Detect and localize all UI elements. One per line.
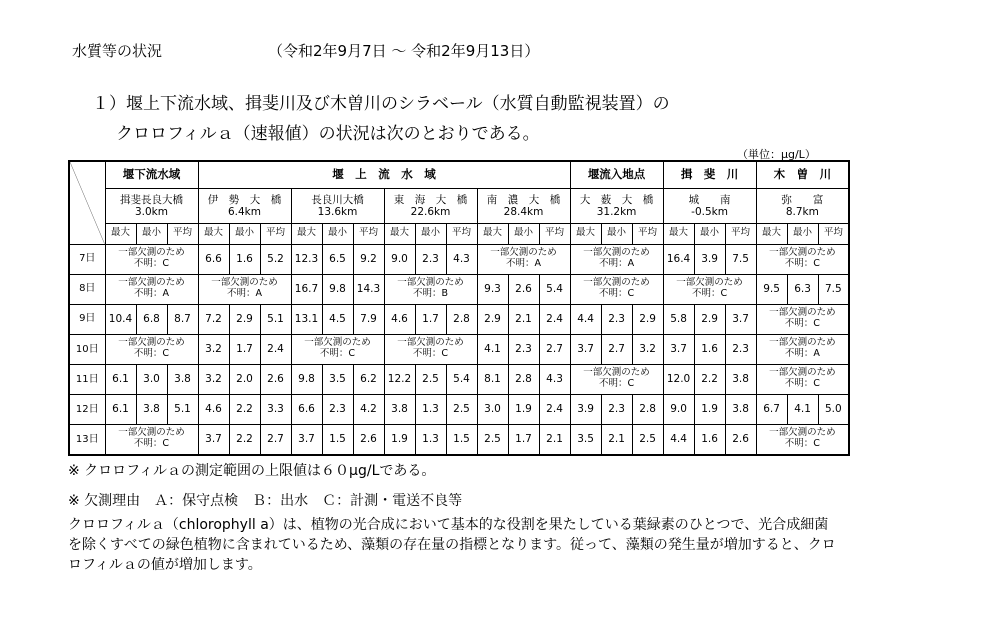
value-cell: 2.6	[725, 424, 756, 455]
value-cell: 2.6	[353, 424, 384, 455]
station-distance: 13.6km	[317, 206, 358, 219]
value-cell: 3.7	[291, 424, 322, 455]
station-distance: -0.5km	[691, 206, 728, 219]
value-cell: 1.7	[508, 424, 539, 455]
missing-reason-line: 一部欠測のため	[490, 247, 557, 259]
missing-data-cell	[291, 334, 384, 364]
missing-code: 不明：C	[784, 258, 820, 270]
station-header	[198, 188, 291, 223]
metric-header: 平均	[725, 224, 756, 244]
intro-line-1: １）堰上下流水域、揖斐川及び木曽川のシラベール（水質自動監視装置）の	[92, 94, 670, 114]
station-name: 長良川大橋	[311, 194, 364, 206]
chlorophyll-table	[68, 160, 850, 456]
missing-data-cell	[663, 274, 756, 304]
value-cell: 16.4	[663, 244, 694, 274]
missing-data-cell	[756, 364, 849, 394]
station-header	[384, 188, 477, 223]
value-cell: 6.1	[105, 394, 136, 424]
value-cell: 13.1	[291, 304, 322, 334]
value-cell: 2.2	[229, 424, 260, 455]
group-header: 堰 上 流 水 域	[198, 161, 570, 188]
metric-header: 平均	[818, 224, 849, 244]
value-cell: 4.1	[477, 334, 508, 364]
value-cell: 2.1	[539, 424, 570, 455]
table-row	[69, 424, 849, 455]
value-cell: 3.5	[570, 424, 601, 455]
value-cell: 5.8	[663, 304, 694, 334]
value-cell: 2.4	[539, 394, 570, 424]
value-cell: 1.6	[694, 334, 725, 364]
missing-code: 不明：A	[227, 288, 262, 300]
value-cell: 3.9	[694, 244, 725, 274]
value-cell: 3.8	[384, 394, 415, 424]
value-cell: 3.8	[725, 394, 756, 424]
value-cell: 2.2	[229, 394, 260, 424]
station-distance: 28.4km	[503, 206, 544, 219]
missing-code: 不明：A	[784, 348, 820, 360]
value-cell: 6.5	[322, 244, 353, 274]
metric-header: 最小	[322, 224, 353, 244]
value-cell: 4.1	[787, 394, 818, 424]
missing-reason-line: 一部欠測のため	[118, 277, 185, 289]
value-cell: 9.2	[353, 244, 384, 274]
table-row	[69, 244, 849, 274]
value-cell: 3.8	[167, 364, 198, 394]
value-cell: 2.4	[260, 334, 291, 364]
value-cell: 1.5	[446, 424, 477, 455]
missing-data-cell	[105, 244, 198, 274]
value-cell: 5.0	[818, 394, 849, 424]
group-header: 揖 斐 川	[663, 161, 756, 188]
metric-header: 最小	[694, 224, 725, 244]
metric-header: 最小	[229, 224, 260, 244]
group-header: 堰下流水域	[105, 161, 198, 188]
value-cell: 1.6	[229, 244, 260, 274]
missing-code: 不明：C	[784, 438, 820, 450]
metric-header: 平均	[632, 224, 663, 244]
value-cell: 3.8	[136, 394, 167, 424]
value-cell: 1.9	[694, 394, 725, 424]
value-cell: 2.7	[260, 424, 291, 455]
missing-reason-line: 一部欠測のため	[304, 337, 371, 349]
station-name: 伊 勢 大 橋	[207, 194, 282, 206]
day-label: 7日	[69, 244, 105, 274]
metric-header: 平均	[539, 224, 570, 244]
value-cell: 2.1	[508, 304, 539, 334]
value-cell: 3.7	[570, 334, 601, 364]
group-header: 堰流入地点	[570, 161, 663, 188]
missing-code: 不明：C	[598, 288, 635, 300]
metric-header: 最大	[663, 224, 694, 244]
station-distance: 8.7km	[785, 206, 819, 219]
value-cell: 2.3	[725, 334, 756, 364]
value-cell: 7.5	[818, 274, 849, 304]
value-cell: 16.7	[291, 274, 322, 304]
missing-data-cell	[105, 424, 198, 455]
value-cell: 1.7	[229, 334, 260, 364]
value-cell: 7.5	[725, 244, 756, 274]
value-cell: 9.5	[756, 274, 787, 304]
value-cell: 9.0	[663, 394, 694, 424]
missing-data-cell	[384, 334, 477, 364]
table-row	[69, 394, 849, 424]
missing-reason-line: 一部欠測のため	[583, 367, 650, 379]
day-label: 12日	[69, 394, 105, 424]
table-row	[69, 364, 849, 394]
station-header	[570, 188, 663, 223]
missing-reason-line: 一部欠測のため	[118, 337, 185, 349]
value-cell: 4.4	[570, 304, 601, 334]
value-cell: 4.3	[446, 244, 477, 274]
note-upper-limit: ※ クロロフィルａの測定範囲の上限値は６０μg/Lである。	[68, 463, 436, 479]
value-cell: 12.3	[291, 244, 322, 274]
value-cell: 3.7	[198, 424, 229, 455]
metric-header: 最大	[477, 224, 508, 244]
station-name: 揖斐長良大橋	[120, 194, 183, 206]
value-cell: 2.8	[508, 364, 539, 394]
metric-header: 平均	[446, 224, 477, 244]
missing-code: 不明：C	[598, 378, 635, 390]
note-missing-reasons: ※ 欠測理由 Ａ：保守点検 Ｂ：出水 Ｃ：計測・電送不良等	[68, 493, 463, 509]
value-cell: 8.1	[477, 364, 508, 394]
value-cell: 2.9	[632, 304, 663, 334]
day-label: 9日	[69, 304, 105, 334]
table-row	[69, 304, 849, 334]
value-cell: 6.2	[353, 364, 384, 394]
metric-header: 最大	[105, 224, 136, 244]
missing-reason-line: 一部欠測のため	[769, 337, 836, 349]
value-cell: 4.3	[539, 364, 570, 394]
value-cell: 9.3	[477, 274, 508, 304]
value-cell: 3.5	[322, 364, 353, 394]
value-cell: 2.2	[694, 364, 725, 394]
missing-code: 不明：C	[691, 288, 728, 300]
value-cell: 6.1	[105, 364, 136, 394]
value-cell: 2.7	[601, 334, 632, 364]
table-row	[69, 334, 849, 364]
value-cell: 4.4	[663, 424, 694, 455]
missing-data-cell	[756, 334, 849, 364]
day-label: 10日	[69, 334, 105, 364]
day-label: 8日	[69, 274, 105, 304]
value-cell: 1.9	[384, 424, 415, 455]
value-cell: 12.0	[663, 364, 694, 394]
metric-header: 最小	[136, 224, 167, 244]
value-cell: 2.4	[539, 304, 570, 334]
station-header	[291, 188, 384, 223]
day-label: 13日	[69, 424, 105, 455]
corner-cell	[69, 161, 105, 244]
missing-reason-line: 一部欠測のため	[769, 307, 836, 319]
value-cell: 6.7	[756, 394, 787, 424]
value-cell: 2.5	[632, 424, 663, 455]
value-cell: 6.6	[198, 244, 229, 274]
value-cell: 3.9	[570, 394, 601, 424]
value-cell: 2.5	[446, 394, 477, 424]
missing-code: 不明：A	[134, 288, 169, 300]
value-cell: 7.2	[198, 304, 229, 334]
value-cell: 2.9	[694, 304, 725, 334]
missing-data-cell	[198, 274, 291, 304]
value-cell: 4.5	[322, 304, 353, 334]
missing-reason-line: 一部欠測のため	[583, 277, 650, 289]
section-title: 水質等の状況	[72, 42, 163, 60]
value-cell: 5.4	[446, 364, 477, 394]
value-cell: 5.1	[167, 394, 198, 424]
station-header	[663, 188, 756, 223]
unit-label: （単位：μg/L）	[737, 148, 816, 161]
value-cell: 2.9	[477, 304, 508, 334]
missing-reason-line: 一部欠測のため	[397, 337, 464, 349]
missing-data-cell	[756, 424, 849, 455]
metric-header: 最小	[415, 224, 446, 244]
missing-code: 不明：C	[784, 378, 820, 390]
value-cell: 14.3	[353, 274, 384, 304]
value-cell: 2.9	[229, 304, 260, 334]
value-cell: 2.8	[632, 394, 663, 424]
value-cell: 4.2	[353, 394, 384, 424]
station-name: 城 南	[688, 194, 731, 206]
missing-code: 不明：C	[412, 348, 449, 360]
value-cell: 2.5	[415, 364, 446, 394]
value-cell: 2.3	[508, 334, 539, 364]
metric-header: 平均	[353, 224, 384, 244]
value-cell: 3.8	[725, 364, 756, 394]
missing-data-cell	[105, 274, 198, 304]
value-cell: 12.2	[384, 364, 415, 394]
missing-reason-line: 一部欠測のため	[769, 427, 836, 439]
station-name: 弥 富	[781, 194, 824, 206]
missing-data-cell	[570, 364, 663, 394]
missing-reason-line: 一部欠測のため	[397, 277, 464, 289]
value-cell: 5.2	[260, 244, 291, 274]
station-distance: 3.0km	[134, 206, 168, 219]
day-label: 11日	[69, 364, 105, 394]
missing-data-cell	[384, 274, 477, 304]
missing-data-cell	[756, 304, 849, 334]
value-cell: 10.4	[105, 304, 136, 334]
table-row	[69, 274, 849, 304]
missing-reason-line: 一部欠測のため	[118, 247, 185, 259]
value-cell: 5.1	[260, 304, 291, 334]
missing-data-cell	[477, 244, 570, 274]
missing-data-cell	[756, 244, 849, 274]
value-cell: 1.9	[508, 394, 539, 424]
value-cell: 4.6	[198, 394, 229, 424]
value-cell: 7.9	[353, 304, 384, 334]
station-header	[105, 188, 198, 223]
value-cell: 6.8	[136, 304, 167, 334]
value-cell: 9.8	[291, 364, 322, 394]
station-name: 東 海 大 橋	[393, 194, 468, 206]
missing-code: 不明：C	[133, 348, 170, 360]
value-cell: 2.6	[508, 274, 539, 304]
value-cell: 6.3	[787, 274, 818, 304]
value-cell: 1.5	[322, 424, 353, 455]
missing-code: 不明：B	[412, 288, 449, 300]
value-cell: 3.7	[725, 304, 756, 334]
value-cell: 2.1	[601, 424, 632, 455]
value-cell: 3.3	[260, 394, 291, 424]
station-header	[477, 188, 570, 223]
chlorophyll-explanation: クロロフィルａ（chlorophyll a）は、植物の光合成において基本的な役割を果たしている葉緑素のひとつで、光合成細菌を除くすべての緑色植物に含まれているため、藻類の存在量の指標となります。従って、藻類の発生量が増加すると、クロロフィルａの値が増加します。	[68, 517, 836, 573]
value-cell: 3.2	[198, 364, 229, 394]
missing-reason-line: 一部欠測のため	[769, 367, 836, 379]
station-name: 南 濃 大 橋	[486, 194, 561, 206]
value-cell: 5.4	[539, 274, 570, 304]
missing-data-cell	[570, 274, 663, 304]
metric-header: 最大	[384, 224, 415, 244]
station-distance: 22.6km	[410, 206, 451, 219]
missing-code: 不明：C	[133, 438, 170, 450]
value-cell: 6.6	[291, 394, 322, 424]
value-cell: 1.3	[415, 424, 446, 455]
value-cell: 3.0	[477, 394, 508, 424]
missing-reason-line: 一部欠測のため	[676, 277, 743, 289]
intro-line-2: クロロフィルａ（速報値）の状況は次のとおりである。	[116, 124, 540, 144]
metric-header: 最大	[570, 224, 601, 244]
value-cell: 2.3	[415, 244, 446, 274]
missing-data-cell	[105, 334, 198, 364]
metric-header: 平均	[260, 224, 291, 244]
value-cell: 9.8	[322, 274, 353, 304]
value-cell: 1.3	[415, 394, 446, 424]
period-text: （令和2年9月7日 ～ 令和2年9月13日）	[268, 42, 540, 60]
value-cell: 3.7	[663, 334, 694, 364]
missing-code: 不明：C	[319, 348, 356, 360]
metric-header: 最大	[198, 224, 229, 244]
value-cell: 2.0	[229, 364, 260, 394]
missing-data-cell	[570, 244, 663, 274]
missing-reason-line: 一部欠測のため	[211, 277, 278, 289]
station-distance: 31.2km	[596, 206, 637, 219]
missing-reason-line: 一部欠測のため	[118, 427, 185, 439]
value-cell: 2.3	[322, 394, 353, 424]
metric-header: 最大	[291, 224, 322, 244]
value-cell: 3.2	[632, 334, 663, 364]
value-cell: 9.0	[384, 244, 415, 274]
value-cell: 8.7	[167, 304, 198, 334]
missing-code: 不明：C	[133, 258, 170, 270]
value-cell: 2.6	[260, 364, 291, 394]
group-header: 木 曽 川	[756, 161, 849, 188]
value-cell: 3.2	[198, 334, 229, 364]
value-cell: 2.7	[539, 334, 570, 364]
metric-header: 最小	[508, 224, 539, 244]
missing-reason-line: 一部欠測のため	[583, 247, 650, 259]
value-cell: 4.6	[384, 304, 415, 334]
station-distance: 6.4km	[227, 206, 261, 219]
value-cell: 1.7	[415, 304, 446, 334]
missing-reason-line: 一部欠測のため	[769, 247, 836, 259]
missing-code: 不明：A	[599, 258, 635, 270]
value-cell: 2.3	[601, 304, 632, 334]
missing-code: 不明：C	[784, 318, 820, 330]
missing-code: 不明：A	[506, 258, 542, 270]
station-header	[756, 188, 849, 223]
metric-header: 最小	[787, 224, 818, 244]
value-cell: 3.0	[136, 364, 167, 394]
metric-header: 最小	[601, 224, 632, 244]
value-cell: 1.6	[694, 424, 725, 455]
value-cell: 2.5	[477, 424, 508, 455]
metric-header: 最大	[756, 224, 787, 244]
metric-header: 平均	[167, 224, 198, 244]
value-cell: 2.3	[601, 394, 632, 424]
value-cell: 2.8	[446, 304, 477, 334]
station-name: 大 薮 大 橋	[579, 194, 654, 206]
